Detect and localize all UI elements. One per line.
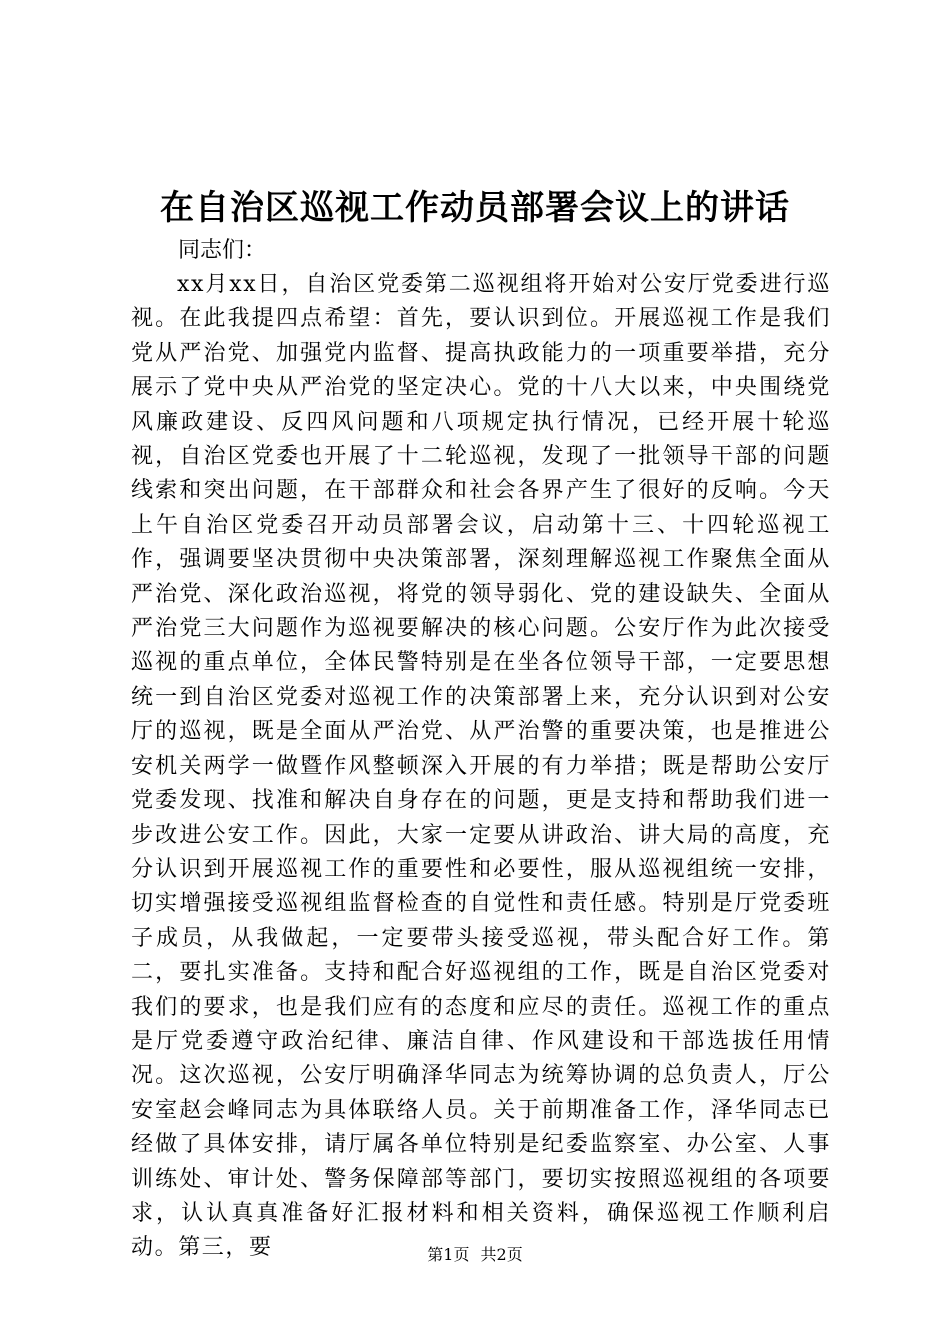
page-total: 共2页 — [480, 1245, 523, 1264]
salutation: 同志们： — [178, 238, 267, 263]
page-footer — [0, 1243, 950, 1267]
page-number: 第1页 — [427, 1245, 470, 1264]
document-title: 在自治区巡视工作动员部署会议上的讲话 — [160, 188, 790, 228]
body-paragraph: xx月xx日，自治区党委第二巡视组将开始对公安厅党委进行巡视。在此我提四点希望：首先，要认识到位。开展巡视工作是我们党从严治党、加强党内监督、提高执政能力的一项重要举措，充分展示了党中央从严治党的坚定决心。党的十八大以来，中央围绕党风廉政建设、反四风问题和八项规定执行情况，已经开展十轮巡视，自治区党委也开展了十二轮巡视，发现了一批领导干部的问题线索和突出问题，在干部群众和社会各界产生了很好的反响。今天上午自治区党委召开动员部署会议，启动第十三、十四轮巡视工作，强调要坚决贯彻中央决策部署，深刻理解巡视工作聚焦全面从严治党、深化政治巡视，将党的领导弱化、党的建设缺失、全面从严治党三大问题作为巡视要解决的核心问题。公安厅作为此次接受巡视的重点单位，全体民警特别是在坐各位领导干部，一定要思想统一到自治区党委对巡视工作的决策部署上来，充分认识到对公安厅的巡视，既是全面从严治党、从严治警的重要决策，也是推进公安机关两学一做暨作风整顿深入开展的有力举措；既是帮助公安厅党委发现、找准和解决自身存在的问题，更是支持和帮助我们进一步改进公安工作。因此，大家一定要从讲政治、讲大局的高度，充分认识到开展巡视工作的重要性和必要性，服从巡视组统一安排，切实增强接受巡视组监督检查的自觉性和责任感。特别是厅党委班子成员，从我做起，一定要带头接受巡视，带头配合好工作。第二，要扎实准备。支持和配合好巡视组的工作，既是自治区党委对我们的要求，也是我们应有的态度和应尽的责任。巡视工作的重点是厅党委遵守政治纪律、廉洁自律、作风建设和干部选拔任用情况。这次巡视，公安厅明确泽华同志为统筹协调的总负责人，厅公安室赵会峰同志为具体联络人员。关于前期准备工作，泽华同志已经做了具体安排，请厅属各单位特别是纪委监察室、办公室、人事训练处、审计处、警务保障部等部门，要切实按照巡视组的各项要求，认认真真准备好汇报材料和相关资料，确保巡视工作顺利启动。第三，要 — [131, 272, 831, 1261]
